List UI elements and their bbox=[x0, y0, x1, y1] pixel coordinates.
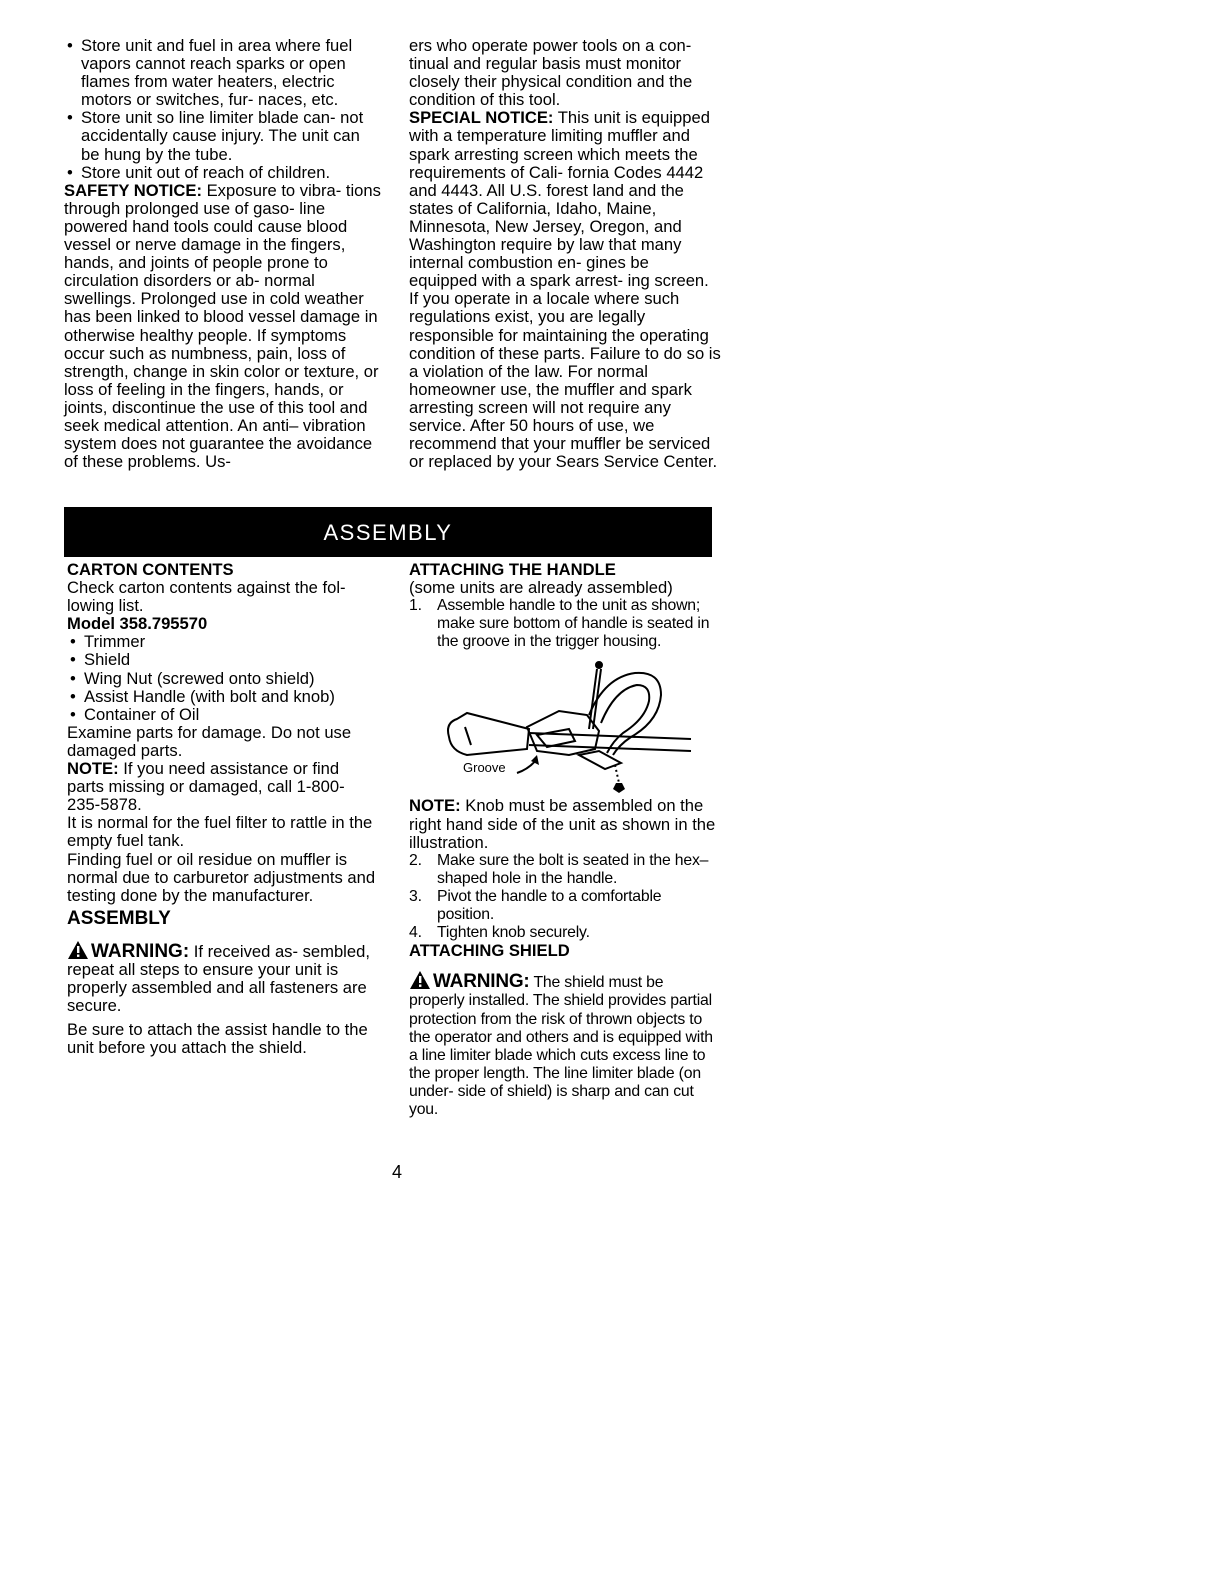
note-text: If you need assistance or find parts missing or damaged, call 1-800-235-5878. bbox=[67, 759, 345, 815]
step-text: Pivot the handle to a comfortable position. bbox=[437, 887, 662, 924]
note-label: NOTE: bbox=[67, 759, 119, 779]
attaching-handle-heading: ATTACHING THE HANDLE bbox=[409, 560, 616, 579]
list-item: • Store unit so line limiter blade can- not accidentally cause injury. The unit can be hung by the tube. bbox=[64, 109, 382, 163]
list-item bbox=[409, 924, 721, 942]
list-item: • Wing Nut (screwed onto shield) bbox=[67, 670, 377, 688]
right-bottom-column bbox=[409, 561, 721, 1119]
list-item bbox=[409, 597, 721, 651]
warning-label: WARNING: bbox=[433, 971, 530, 993]
list-item: • Store unit out of reach of children. bbox=[64, 164, 382, 182]
handle-assembly-illustration bbox=[409, 655, 709, 795]
handle-steps-b bbox=[409, 852, 721, 942]
note-text: Knob must be assembled on the right hand side of the unit as shown in the illustration. bbox=[409, 796, 716, 852]
step-number: 1. bbox=[409, 597, 422, 615]
list-item: • Shield bbox=[67, 651, 377, 669]
list-item: • Store unit and fuel in area where fuel vapors cannot reach sparks or open flames from water heaters, electric motors or switches, fur- naces, etc. bbox=[64, 37, 382, 109]
step-text: Assemble handle to the unit as shown; make sure bottom of handle is seated in the groove in the trigger housing. bbox=[437, 597, 710, 651]
examine-text: Examine parts for damage. Do not use damaged parts. bbox=[67, 722, 352, 760]
step-number: 4. bbox=[409, 924, 422, 942]
assembly-heading: ASSEMBLY bbox=[67, 907, 171, 929]
special-notice-label: SPECIAL NOTICE: bbox=[409, 108, 554, 128]
model-number: Model 358.795570 bbox=[67, 614, 208, 634]
assembly-warning bbox=[67, 940, 377, 1015]
note-label: NOTE: bbox=[409, 796, 461, 816]
step-number: 3. bbox=[409, 887, 422, 905]
note bbox=[67, 760, 377, 814]
carton-items bbox=[67, 633, 377, 723]
groove-label: Groove bbox=[463, 760, 506, 776]
assembly-banner bbox=[64, 507, 712, 557]
carton-contents-heading: CARTON CONTENTS bbox=[67, 560, 234, 579]
page-number: 4 bbox=[392, 1162, 403, 1182]
carton-intro: Check carton contents against the fol- lowing list. bbox=[67, 578, 346, 616]
assist-handle-text: Be sure to attach the assist handle to the unit before you attach the shield. bbox=[67, 1020, 368, 1058]
warning-label: WARNING: bbox=[91, 940, 190, 962]
list-item: • Trimmer bbox=[67, 633, 377, 651]
left-bottom-column bbox=[67, 561, 377, 1057]
step-text: Tighten knob securely. bbox=[437, 924, 590, 942]
handle-steps-a bbox=[409, 597, 721, 651]
list-item bbox=[409, 852, 721, 888]
shield-warning bbox=[409, 970, 721, 1119]
storage-bullets bbox=[64, 37, 382, 182]
handle-illustration-svg bbox=[409, 655, 709, 795]
list-item bbox=[409, 888, 721, 924]
special-notice bbox=[409, 109, 721, 471]
left-top-column bbox=[64, 37, 382, 471]
warning-text: The shield must be properly installed. The shield provides partial protection from the risk of thrown objects to the operator and others and is equipped with a line limiter blade which cuts excess line to the proper length. The line limiter blade (on under- side of shield) is sharp and can cut you. bbox=[409, 974, 713, 1118]
attaching-shield-heading: ATTACHING SHIELD bbox=[409, 941, 570, 961]
safety-notice-text: Exposure to vibra- tions through prolonged use of gaso- line powered hand tools could cause blood vessel or nerve damage in the fingers, hands, and joints of people prone to circulation disorders or ab- normal swellings. Prolonged use in cold weather has been linked to blood vessel damage in otherwise healthy people. If symptoms occur such as numbness, pain, loss of strength, change in skin color or texture, or loss of feeling in the fingers, hands, or joints, discontinue the use of this tool and seek medical attention. An anti– vibration system does not guarantee the avoidance of these problems. Us- bbox=[64, 180, 381, 472]
warning-triangle-icon bbox=[67, 940, 89, 960]
warning-text: If received as- sembled, repeat all steps to ensure your unit is properly assembled and all fasteners are secure. bbox=[67, 941, 370, 1016]
safety-notice-label: SAFETY NOTICE: bbox=[64, 180, 202, 200]
safety-notice bbox=[64, 182, 382, 472]
continued-text: ers who operate power tools on a con- tinual and regular basis must monitor closely their physical condition and the condition of this tool. bbox=[409, 36, 693, 110]
right-top-column bbox=[409, 37, 721, 471]
special-notice-text: This unit is equipped with a temperature limiting muffler and spark arresting screen which meets the requirements of Cali- fornia Codes 4442 and 4443. All U.S. forest land and the states of California, Idaho, Maine, Minnesota, New Jersey, Oregon, and Washington require by law that many internal combustion en- gines be equipped with a spark arrest- ing screen. If you operate in a locale where such regulations exist, you are legally responsible for maintaining the operating condition of these parts. Failure to do so is a violation of the law. For normal homeowner use, the muffler and spark arresting screen will not require any service. After 50 hours of use, we recommend that your muffler be serviced or replaced by your Sears Service Center. bbox=[409, 108, 721, 472]
knob-note bbox=[409, 797, 721, 851]
banner-title: ASSEMBLY bbox=[323, 520, 453, 545]
warning-triangle-icon bbox=[409, 970, 431, 990]
attaching-handle-subtitle: (some units are already assembled) bbox=[409, 578, 673, 598]
list-item: • Assist Handle (with bolt and knob) bbox=[67, 688, 377, 706]
list-item: • Container of Oil bbox=[67, 706, 377, 724]
rattle-text: It is normal for the fuel filter to rattle in the empty fuel tank. bbox=[67, 813, 373, 851]
residue-text: Finding fuel or oil residue on muffler is normal due to carburetor adjustments and testing done by the manufacturer. bbox=[67, 849, 376, 905]
step-text: Make sure the bolt is seated in the hex–shaped hole in the handle. bbox=[437, 851, 709, 887]
step-number: 2. bbox=[409, 851, 422, 869]
